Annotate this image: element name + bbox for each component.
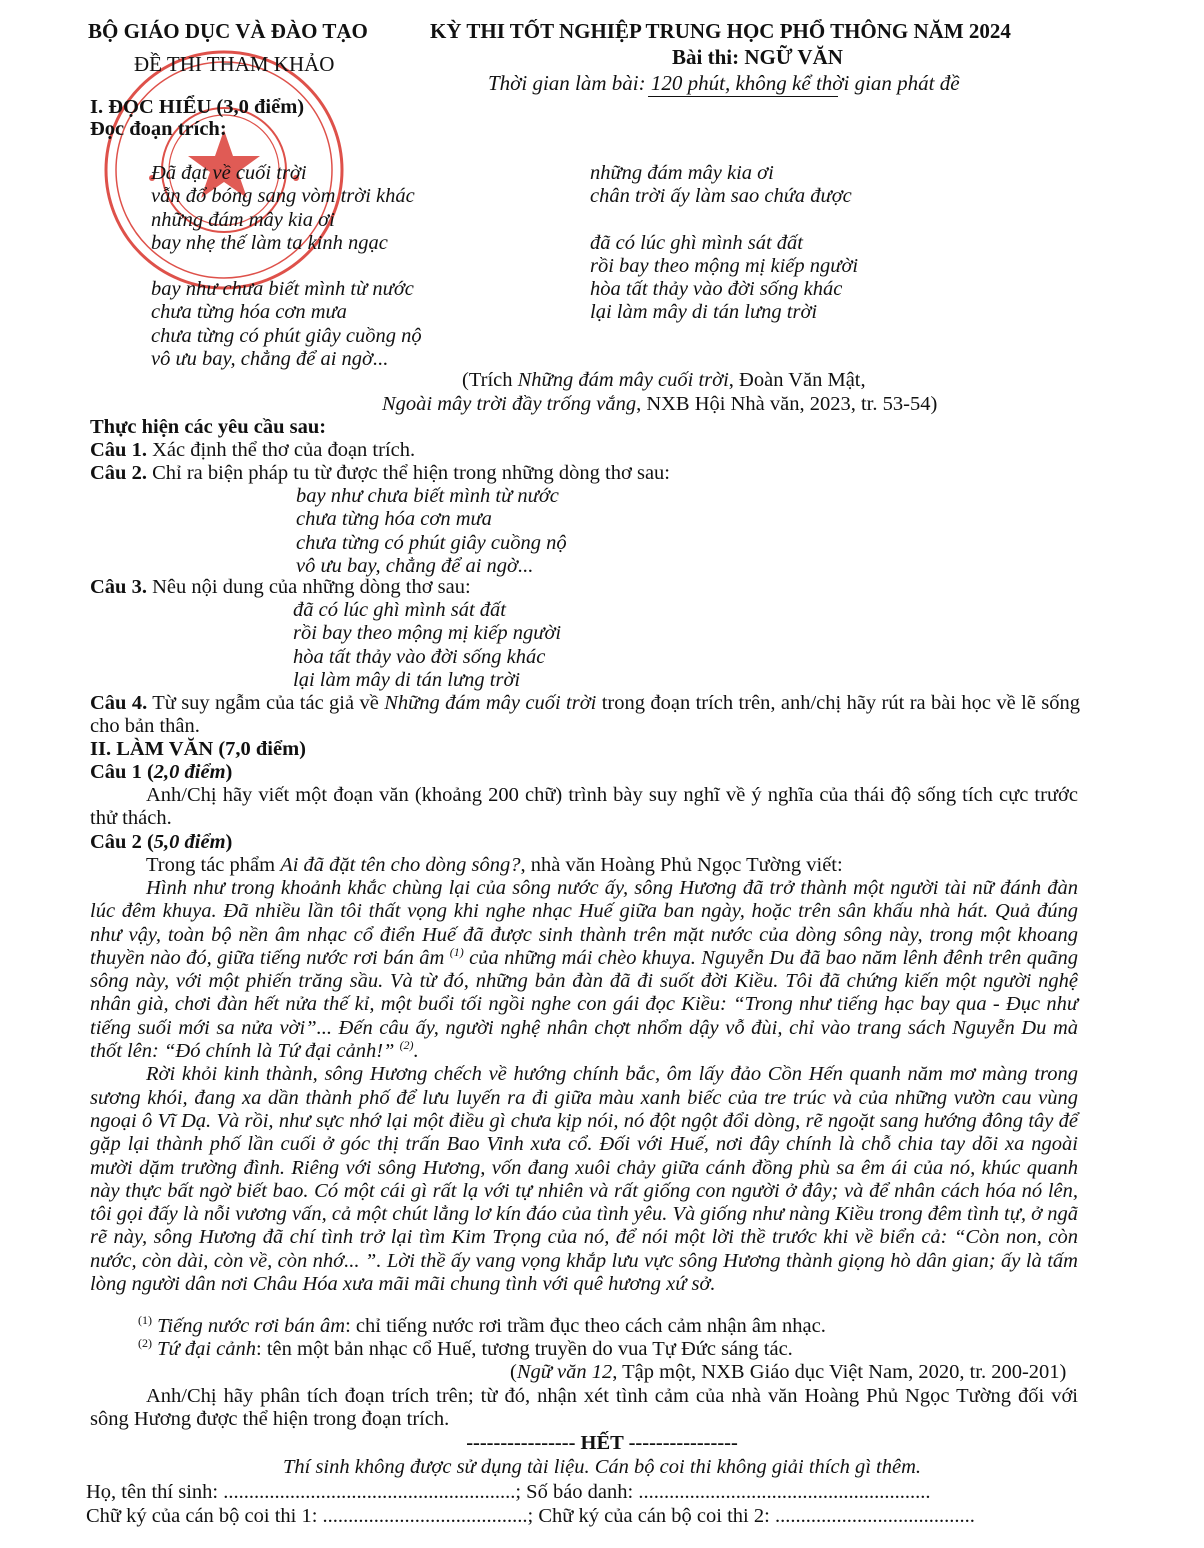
ministry-name: BỘ GIÁO DỤC VÀ ĐÀO TẠO — [88, 19, 368, 43]
poem-source-line-1: (Trích Những đám mây cuối trời, Đoàn Văn Mật, — [462, 369, 866, 391]
verse-line: hòa tất thảy vào đời sống khác — [293, 645, 546, 668]
requirements-heading: Thực hiện các yêu cầu sau: — [90, 416, 327, 438]
excerpt-passage — [90, 877, 1078, 1296]
footnote-marker: (2) — [399, 1038, 414, 1053]
read-label: Đọc đoạn trích: — [90, 118, 227, 140]
time-limit: Thời gian làm bài: 120 phút, không kể thời gian phát đề — [488, 71, 960, 95]
question-2: Câu 2. Chỉ ra biện pháp tu từ được thể hiện trong những dòng thơ sau: — [90, 462, 670, 484]
poem-line: hòa tất thảy vào đời sống khác — [590, 278, 843, 301]
poem-source-line-2: Ngoài mây trời đầy trống vắng, NXB Hội Nhà văn, 2023, tr. 53-54) — [382, 393, 938, 415]
passage-paragraph: Hình như trong khoảnh khắc chùng lại của sông nước ấy, sông Hương đã trở thành một người tài nữ đánh đàn lúc đêm khuya. Đã nhiều lần tôi thất vọng khi nghe nhạc Huế giữa ban ngày, hoặc trên sân khấu nhà hát. Quả đúng như vậy, toàn bộ nền âm nhạc cổ điển Huế đã được sinh thành trên mặt nước của dòng sông này, trong một khoang thuyền nào đó, giữa tiếng nước rơi bán âm $^{(1)}$ của những mái chèo khuya. Nguyễn Du đã bao năm lênh đênh trên quãng sông này, với một phiến trăng sầu. Và từ đó, những bản đàn đã đi suốt đời Kiều. Tôi đã chứng kiến một người nghệ nhân già, chơi đàn hết nửa thế kỉ, một buổi tối ngồi nghe con gái đọc Kiều: “Trong như tiếng hạc bay qua - Đục như tiếng suối mới sa nửa vời”... Đến câu ấy, người nghệ nhân chợt nhổm dậy vỗ đùi, chỉ vào trang sách Nguyễn Du mà thốt lên: “Đó chính là Tứ đại cảnh!” $^{(2)}$. — [90, 877, 1079, 1063]
poem-line: vẫn đổ bóng sang vòm trời khác — [151, 185, 415, 208]
poem-line: những đám mây kia ơi — [590, 162, 774, 184]
reference-exam-label: ĐỀ THI THAM KHẢO — [134, 52, 335, 76]
candidate-info-line: Họ, tên thí sinh: .........................................................; Số báo danh: ......................................................... — [86, 1481, 931, 1503]
essay-question-1-label: Câu 1 (2,0 điểm) — [90, 761, 233, 783]
proctor-signature-line: Chữ ký của cán bộ coi thi 1: ........................................; Chữ ký của cán bộ coi thi 2: ....................................... — [86, 1505, 975, 1527]
poem-line: những đám mây kia ơi — [151, 208, 335, 231]
poem-line: đã có lúc ghì mình sát đất — [590, 231, 803, 254]
essay-question-1-text: Anh/Chị hãy viết một đoạn văn (khoảng 200 chữ) trình bày suy nghĩ về ý nghĩa của thái độ sống tích cực trước thử thách. — [90, 784, 1078, 829]
poem-line: vô ưu bay, chẳng để ai ngờ... — [151, 348, 389, 371]
verse-line: đã có lúc ghì mình sát đất — [293, 599, 506, 621]
exam-title: KỲ THI TỐT NGHIỆP TRUNG HỌC PHỔ THÔNG NĂM 2024 — [430, 19, 1011, 43]
question-3-verses — [293, 599, 561, 692]
poem-line: Đã đạt về cuối trời — [151, 162, 307, 184]
poem-line: chân trời ấy làm sao chứa được — [590, 185, 852, 208]
poem-line: bay như chưa biết mình từ nước — [151, 278, 414, 301]
question-3: Câu 3. Nêu nội dung của những dòng thơ sau: — [90, 576, 471, 598]
footnote-marker: (1) — [449, 945, 464, 960]
poem-line: bay nhẹ thế làm ta kinh ngạc — [151, 231, 388, 254]
subject-title: Bài thi: NGỮ VĂN — [672, 45, 843, 69]
passage-source: (Ngữ văn 12, Tập một, NXB Giáo dục Việt Nam, 2020, tr. 200-201) — [510, 1361, 1067, 1383]
poem-line: lại làm mây di tán lưng trời — [590, 301, 818, 324]
essay-question-2-label: Câu 2 (5,0 điểm) — [90, 831, 233, 853]
poem-left-column — [151, 162, 422, 371]
verse-line: chưa từng hóa cơn mưa — [296, 508, 492, 531]
end-marker: ---------------- HẾT ---------------- — [466, 1432, 738, 1454]
footnote-2: $^{(2)}$ Tứ đại cảnh: tên một bản nhạc cổ Huế, tương truyền do vua Tự Đức sáng tác. — [138, 1336, 793, 1360]
essay-question-2-intro: Trong tác phẩm Ai đã đặt tên cho dòng sông?, nhà văn Hoàng Phủ Ngọc Tường viết: — [146, 854, 843, 876]
verse-line: bay như chưa biết mình từ nước — [296, 485, 559, 507]
verse-line: chưa từng có phút giây cuồng nộ — [296, 531, 567, 554]
essay-task: Anh/Chị hãy phân tích đoạn trích trên; từ đó, nhận xét tình cảm của nhà văn Hoàng Phủ Ngọc Tường đối với sông Hương được thể hiện trong đoạn trích. — [90, 1385, 1078, 1430]
exam-note: Thí sinh không được sử dụng tài liệu. Cán bộ coi thi không giải thích gì thêm. — [282, 1456, 921, 1478]
poem-line: chưa từng có phút giây cuồng nộ — [151, 324, 422, 347]
time-underline — [648, 96, 838, 97]
verse-line: vô ưu bay, chẳng để ai ngờ... — [296, 554, 534, 577]
poem-right-column — [590, 162, 858, 325]
poem-line: rồi bay theo mộng mị kiếp người — [590, 254, 859, 277]
footnotes — [138, 1315, 826, 1361]
verse-line: lại làm mây di tán lưng trời — [293, 668, 521, 691]
section-1-heading: I. ĐỌC HIỂU (3,0 điểm) — [90, 96, 305, 118]
question-4: Câu 4. Từ suy ngẫm của tác giả về Những đám mây cuối trời trong đoạn trích trên, anh/chị hãy rút ra bài học về lẽ sống cho bản thân. — [90, 692, 1080, 737]
poem-line: chưa từng hóa cơn mưa — [151, 301, 347, 324]
footnote-1: $^{(1)}$ Tiếng nước rơi bán âm: chỉ tiếng nước rơi trầm đục theo cách cảm nhận âm nhạc. — [138, 1313, 826, 1337]
verse-line: rồi bay theo mộng mị kiếp người — [293, 622, 562, 645]
question-1: Câu 1. Xác định thể thơ của đoạn trích. — [90, 439, 416, 461]
passage-paragraph: Rời khỏi kinh thành, sông Hương chếch về hướng chính bắc, ôm lấy đảo Cồn Hến quanh năm mơ màng trong sương khói, đang xa dần thành phố để lưu luyến ra đi giữa màu xanh biếc của tre trúc và của những vườn cau vùng ngoại ô Vĩ Dạ. Và rồi, như sực nhớ lại một điều gì chưa kịp nói, nó đột ngột đổi dòng, rẽ ngoặt sang hướng đông tây để gặp lại thành phố lần cuối ở góc thị trấn Bao Vinh xưa cổ. Đối với Huế, nơi đây chính là chỗ chia tay dõi xa ngoài mười dặm trường đình. Riêng với sông Hương, vốn đang xuôi chảy giữa cánh đồng phù sa êm ái của nó, khúc quanh này thực bất ngờ biết bao. Có một cái gì rất lạ với tự nhiên và rất giống con người ở đây; và để nhân cách hóa nó lên, tôi gọi đấy là nỗi vương vấn, cả một chút lẳng lơ kín đáo của tình yêu. Và giống như nàng Kiều trong đêm tình tự, ở ngã rẽ này, sông Hương đã chí tình trở lại tìm Kim Trọng của nó, để nói một lời thề trước khi về biển cả: “Còn non, còn nước, còn dài, còn về, còn nhớ... ”. Lời thề ấy vang vọng khắp lưu vực sông Hương thành giọng hò dân gian; ấy là tấm lòng người dân nơi Châu Hóa xưa mãi mãi chung tình với quê hương xứ sở. — [90, 1063, 1078, 1296]
question-2-verses — [296, 485, 567, 578]
section-2-heading: II. LÀM VĂN (7,0 điểm) — [90, 738, 307, 760]
